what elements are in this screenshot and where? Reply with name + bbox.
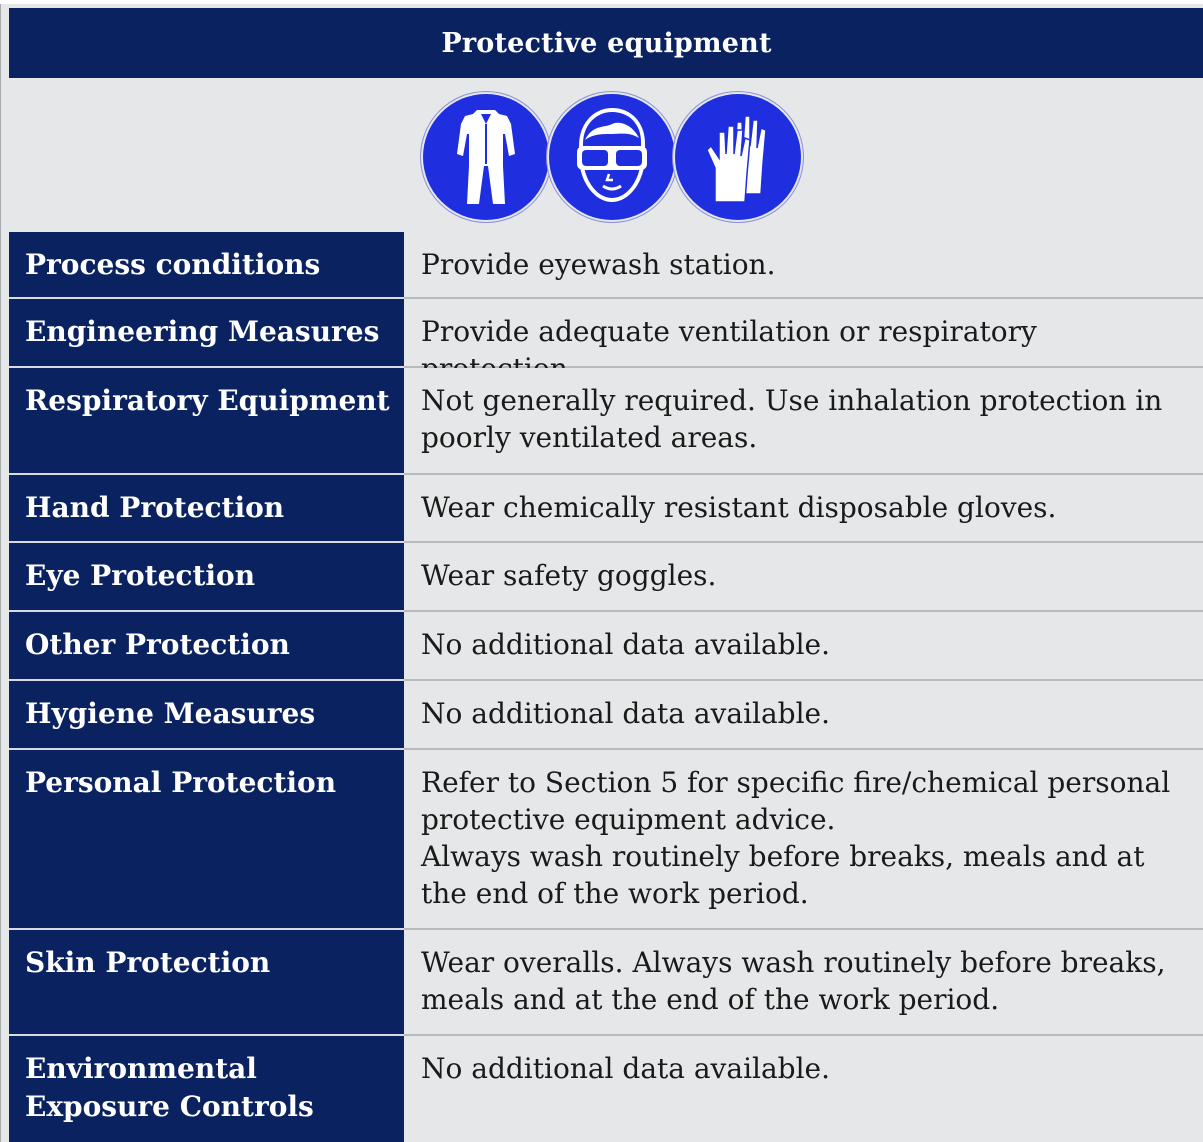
row-value-text: Provide adequate ventilation or respiratory: [421, 315, 1037, 348]
table-row: [9, 750, 1203, 930]
row-label: Skin Protection: [9, 930, 404, 1036]
pictogram-row: [9, 78, 1203, 236]
table-row: [9, 543, 1203, 612]
row-value-text: No additional data available.: [421, 628, 831, 661]
protective-equipment-table: [0, 4, 1203, 1142]
row-value: [404, 475, 1203, 543]
row-label: Process conditions: [9, 232, 404, 299]
row-value-text: Always wash routinely before breaks, meals and at the end of the work period.: [421, 840, 1145, 910]
row-value-text: No additional data available.: [421, 1052, 831, 1085]
row-value: [404, 299, 1203, 368]
row-value: [404, 543, 1203, 612]
protective-gloves-icon: [675, 94, 801, 220]
row-label: Personal Protection: [9, 750, 404, 930]
row-label: Eye Protection: [9, 543, 404, 612]
row-value-text: Wear chemically resistant disposable gloves.: [421, 491, 1057, 524]
row-label: Hygiene Measures: [9, 681, 404, 750]
table-row: [9, 299, 1203, 368]
row-value-text: Not generally required. Use inhalation protection in poorly ventilated areas.: [421, 384, 1163, 454]
section-title: [9, 8, 1203, 78]
row-value: [404, 750, 1203, 930]
row-value-text: Refer to Section 5 for specific fire/chemical personal protective equipment advice.: [421, 766, 1171, 836]
row-value: [404, 612, 1203, 681]
table-row: [9, 1036, 1203, 1142]
row-label: Environmental Exposure Controls: [9, 1036, 404, 1142]
table-row: [9, 475, 1203, 543]
row-value: [404, 930, 1203, 1036]
table-row: [9, 368, 1203, 475]
table-row: [9, 930, 1203, 1036]
safety-goggles-icon: [549, 94, 675, 220]
row-value-text: Wear safety goggles.: [421, 559, 717, 592]
row-label: Hand Protection: [9, 475, 404, 543]
protective-overalls-icon: [423, 94, 549, 220]
table-row: [9, 681, 1203, 750]
row-value-text: No additional data available.: [421, 697, 831, 730]
row-label: Engineering Measures: [9, 299, 404, 368]
row-value: [404, 232, 1203, 299]
row-value-text: Wear overalls. Always wash routinely before breaks, meals and at the end of the work period.: [421, 946, 1166, 1016]
row-value: [404, 681, 1203, 750]
row-value-text: Provide eyewash station.: [421, 248, 776, 281]
row-value: [404, 368, 1203, 475]
row-label: Other Protection: [9, 612, 404, 681]
table-row: [9, 232, 1203, 299]
row-label: Respiratory Equipment: [9, 368, 404, 475]
section-title-text: Protective equipment: [441, 27, 772, 59]
row-value: [404, 1036, 1203, 1085]
table-row: [9, 612, 1203, 681]
